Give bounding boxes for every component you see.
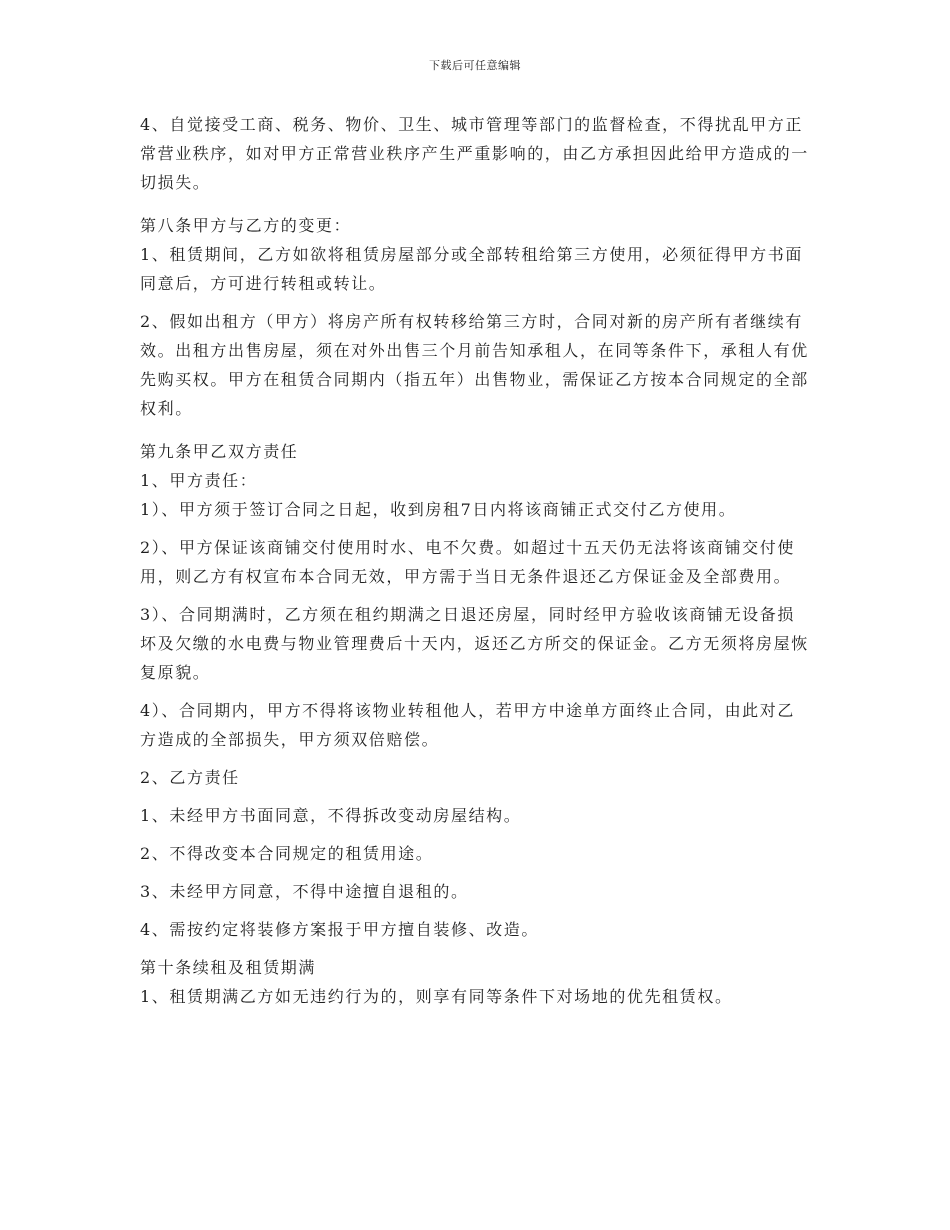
party-b-duty-1: 1、未经甲方书面同意，不得拆改变动房屋结构。: [140, 806, 522, 825]
article-10-heading: 第十条续租及租赁期满: [140, 958, 317, 977]
party-b-duty-heading: 2、乙方责任: [140, 768, 240, 787]
article-10-item-1: 1、租赁期满乙方如无违约行为的，则享有同等条件下对场地的优先租赁权。: [140, 987, 733, 1006]
article-8-item-2: 2、假如出租方（甲方）将房产所有权转移给第三方时，合同对新的房产所有者继续有效。出租方出售房屋，须在对外出售三个月前告知承租人，在同等条件下，承租人有优先购买权。甲方在租赁合同期内（指五年）出售物业，需保证乙方按本合同规定的全部权利。: [140, 312, 809, 418]
article-9-heading: 第九条甲乙双方责任: [140, 442, 299, 461]
party-a-duty-1: 1）、甲方须于签订合同之日起，收到房租7日内将该商铺正式交付乙方使用。: [140, 500, 737, 519]
party-b-duty-4: 4、需按约定将装修方案报于甲方擅自装修、改造。: [140, 920, 539, 939]
party-b-duty-2: 2、不得改变本合同规定的租赁用途。: [140, 844, 434, 863]
party-a-duty-4: 4）、合同期内，甲方不得将该物业转租他人，若甲方中途单方面终止合同，由此对乙方造成的全部损失，甲方须双倍赔偿。: [140, 701, 795, 749]
article-8-item-1: 1、租赁期间，乙方如欲将租赁房屋部分或全部转租给第三方使用，必须征得甲方书面同意后，方可进行转租或转让。: [140, 245, 803, 293]
party-a-duty-heading: 1、甲方责任：: [140, 471, 258, 490]
party-b-duty-3: 3、未经甲方同意，不得中途擅自退租的。: [140, 882, 469, 901]
article-8-heading: 第八条甲方与乙方的变更：: [140, 216, 352, 235]
page-header: 下载后可任意编辑: [429, 59, 521, 72]
document-body: [140, 110, 810, 1011]
clause-7-item-4: 4、自觉接受工商、税务、物价、卫生、城市管理等部门的监督检查，不得扰乱甲方正常营业秩序，如对甲方正常营业秩序产生严重影响的，由乙方承担因此给甲方造成的一切损失。: [140, 115, 809, 192]
party-a-duty-3: 3）、合同期满时，乙方须在租约期满之日退还房屋，同时经甲方验收该商铺无设备损坏及欠缴的水电费与物业管理费后十天内，返还乙方所交的保证金。乙方无须将房屋恢复原貌。: [140, 605, 809, 682]
party-a-duty-2: 2）、甲方保证该商铺交付使用时水、电不欠费。如超过十五天仍无法将该商铺交付使用，则乙方有权宣布本合同无效，甲方需于当日无条件退还乙方保证金及全部费用。: [140, 538, 795, 586]
